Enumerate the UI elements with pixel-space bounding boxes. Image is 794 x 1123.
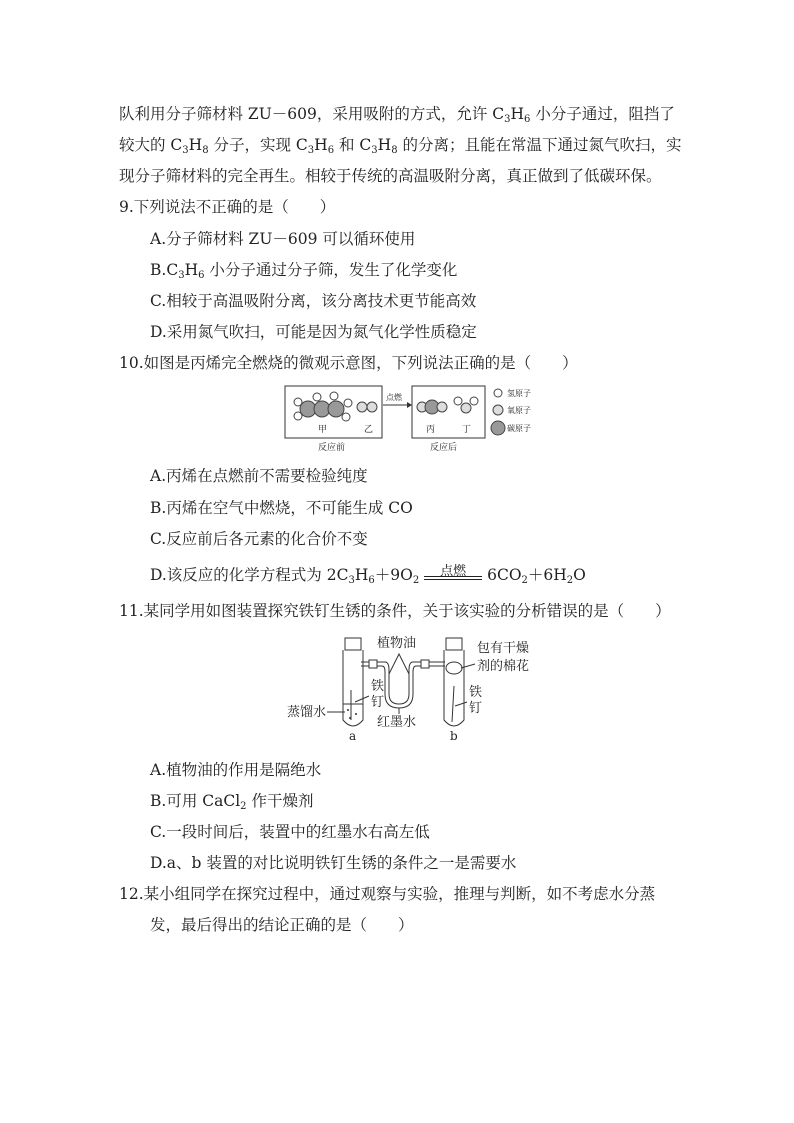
label-tube-b: b	[450, 729, 458, 742]
question-10-stem: 10.如图是丙烯完全燃烧的微观示意图，下列说法正确的是（ ）	[119, 354, 578, 372]
question-9-option-c: C.相较于高温吸附分离，该分离技术更节能高效	[150, 292, 477, 310]
question-9-option-b: $B.C_3H_6$ 小分子通过分子筛，发生了化学变化	[150, 261, 458, 281]
chemical-equation: $2C_3H_6+9O_2$ 点燃 $6CO_2+6H_2O$	[326, 564, 586, 586]
equation-condition: 点燃	[440, 564, 467, 579]
iron-rust-apparatus	[285, 630, 545, 742]
label-nail-a-2: 钉	[371, 695, 385, 710]
label-nail-a-1: 铁	[371, 679, 385, 694]
label-ink: 红墨水	[377, 715, 417, 730]
combustion-molecular-diagram	[280, 383, 550, 458]
label-nail-b-1: 铁	[469, 685, 483, 700]
product-b-label: 丁	[462, 425, 472, 435]
question-9-option-a: A.分子筛材料 ZU－609 可以循环使用	[150, 230, 416, 248]
arrow-condition-label: 点燃	[386, 393, 402, 402]
question-9-stem: 9.下列说法不正确的是（ ）	[119, 198, 336, 216]
label-oil: 植物油	[377, 636, 417, 651]
question-11-option-c: C.一段时间后，装置中的红墨水右高左低	[150, 823, 430, 841]
question-11-option-a: A.植物油的作用是隔绝水	[150, 761, 322, 779]
reactant-a-label: 甲	[318, 425, 328, 435]
label-water: 蒸馏水	[287, 705, 327, 720]
label-tube-a: a	[349, 729, 357, 742]
product-a-label: 丙	[426, 425, 436, 435]
question-12-stem-line-1: 12.某小组同学在探究过程中，通过观察与实验，推理与判断，如不考虑水分蒸	[119, 885, 656, 903]
passage-line-2: 较大的 $C_3H_8$ 分子，实现 $C_3H_6$ 和 $C_3H_8$ 的分离；且能在常温下通过氮气吹扫，实	[119, 136, 682, 156]
question-9-option-d: D.采用氮气吹扫，可能是因为氮气化学性质稳定	[150, 323, 477, 341]
legend-carbon: 碳原子	[507, 424, 531, 433]
after-caption: 反应后	[430, 443, 458, 453]
before-caption: 反应前	[318, 443, 346, 453]
question-11-option-b: B.可用 CaCl$_2$ 作干燥剂	[150, 792, 314, 812]
legend-oxygen: 氧原子	[507, 406, 531, 415]
question-11-option-d: D.a、b 装置的对比说明铁钉生锈的条件之一是需要水	[150, 854, 517, 872]
question-10-option-c: C.反应前后各元素的化合价不变	[150, 530, 368, 548]
passage-line-3: 现分子筛材料的完全再生。相较于传统的高温吸附分离，真正做到了低碳环保。	[119, 167, 662, 185]
reactant-b-label: 乙	[364, 425, 374, 435]
legend-hydrogen: 氢原子	[507, 389, 531, 398]
question-10-option-b: B.丙烯在空气中燃烧，不可能生成 CO	[150, 499, 413, 517]
question-10-option-d: D.该反应的化学方程式为 $2C_3H_6+9O_2$ 点燃 $6CO_2+6H_2O$	[150, 564, 586, 586]
question-11-stem: 11.某同学用如图装置探究铁钉生锈的条件，关于该实验的分析错误的是（ ）	[119, 602, 671, 620]
question-12-stem-line-2: 发，最后得出的结论正确的是（ ）	[150, 916, 414, 934]
label-cotton-1: 包有干燥	[477, 641, 530, 656]
label-nail-b-2: 钉	[469, 701, 483, 716]
passage-line-1: 队利用分子筛材料 ZU－609，采用吸附的方式，允许 $C_3H_6$ 小分子通过，阻挡了	[119, 105, 675, 125]
question-10-option-a: A.丙烯在点燃前不需要检验纯度	[150, 467, 368, 485]
label-cotton-2: 剂的棉花	[477, 659, 530, 674]
